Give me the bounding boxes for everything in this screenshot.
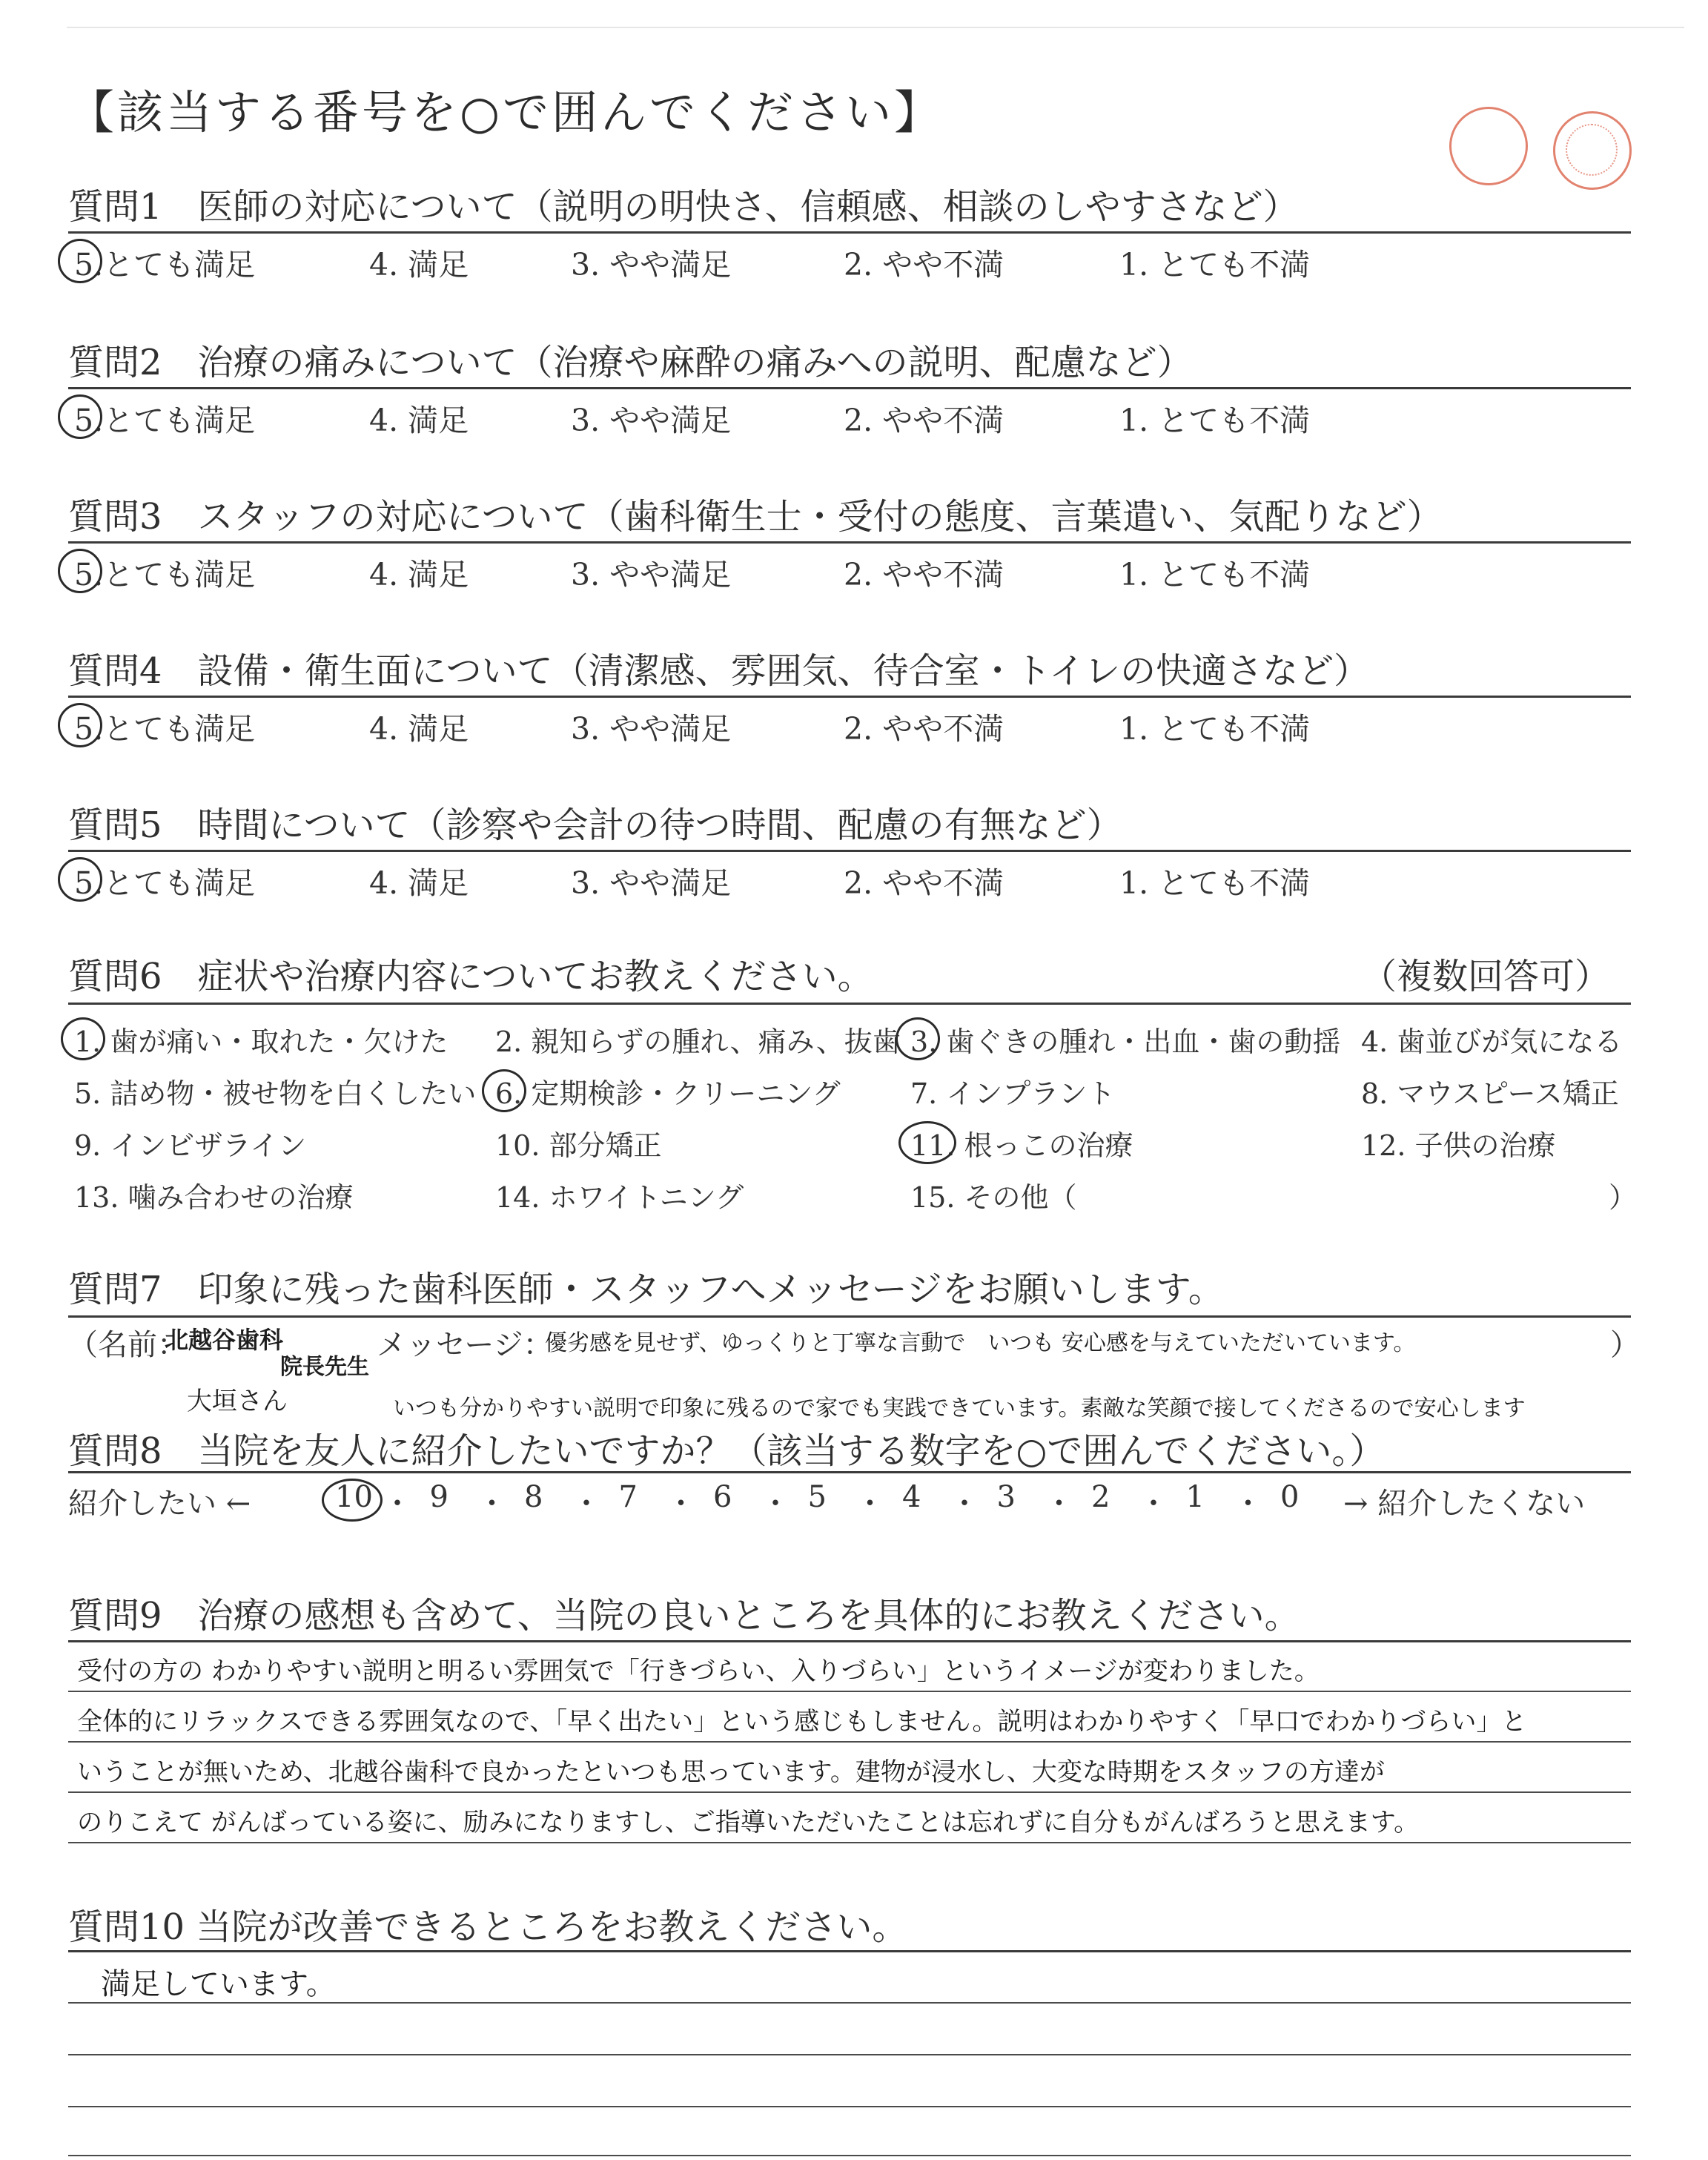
q7-title: 質問7 印象に残った歯科医師・スタッフへメッセージをお願いします。 [68,1269,1224,1310]
q3-option-4[interactable]: 4. 満足 [369,557,469,592]
q4-option-1[interactable]: 1. とても不満 [1119,711,1311,747]
q8-scale-separator: ・ [1139,1487,1168,1521]
q6-option-5[interactable]: 5. 詰め物・被せ物を白くしたい [74,1077,477,1110]
q8-scale-1[interactable]: 1 [1185,1480,1205,1514]
q8-scale-separator: ・ [666,1487,696,1521]
q8-left-label: 紹介したい ← [68,1487,251,1521]
q5-rule [68,850,1631,852]
q2-option-4[interactable]: 4. 満足 [369,403,469,438]
q5-option-1[interactable]: 1. とても不満 [1119,865,1311,901]
q1-option-2[interactable]: 2. やや不満 [844,247,1004,283]
q8-scale-9[interactable]: 9 [429,1480,448,1514]
q6-selected-circle-11 [898,1121,956,1164]
q7-close-paren: ） [1610,1328,1640,1362]
q6-selected-circle-6 [482,1069,526,1112]
q6-option-6[interactable]: 6. 定期検診・クリーニング [495,1077,841,1110]
q4-option-4[interactable]: 4. 満足 [369,711,469,747]
q3-rule [68,541,1631,544]
q4-option-3[interactable]: 3. やや満足 [571,711,732,747]
q8-scale-0[interactable]: 0 [1280,1480,1300,1514]
q6-option-2[interactable]: 2. 親知らずの腫れ、痛み、抜歯 [495,1025,901,1058]
q6-option-7[interactable]: 7. インプラント [910,1077,1116,1110]
q5-option-4[interactable]: 4. 満足 [369,865,469,901]
q8-scale-4[interactable]: 4 [902,1480,921,1514]
q6-option-8[interactable]: 8. マウスピース矯正 [1361,1077,1619,1110]
q8-selected-circle [322,1479,383,1522]
q1-option-4[interactable]: 4. 満足 [369,247,469,283]
q8-scale-separator: ・ [477,1487,507,1521]
q7-handwritten-name: 北越谷歯科 [165,1326,284,1354]
q8-scale-5[interactable]: 5 [807,1480,827,1514]
q3-option-1[interactable]: 1. とても不満 [1119,557,1311,592]
q8-rule [68,1471,1631,1473]
q2-option-2[interactable]: 2. やや不満 [844,403,1004,438]
q1-option-3[interactable]: 3. やや満足 [571,247,732,283]
q9-line-rule [68,1842,1631,1843]
q8-scale-separator: ・ [1233,1487,1263,1521]
q9-line-rule [68,1741,1631,1743]
q3-option-2[interactable]: 2. やや不満 [844,557,1004,592]
q10-line-rule [68,2155,1631,2156]
q6-option-1[interactable]: 1. 歯が痛い・取れた・欠けた [74,1025,448,1058]
q10-line-rule [68,2106,1631,2107]
q1-option-5[interactable]: 5.とても満足 [74,247,256,283]
q5-title: 質問5 時間について（診察や会計の待つ時間、配慮の有無など） [68,805,1122,846]
q6-option-11[interactable]: 11. 根っこの治療 [910,1129,1133,1162]
q8-scale-10[interactable]: 10 [335,1480,373,1514]
q6-option-12[interactable]: 12. 子供の治療 [1361,1129,1556,1162]
q2-option-3[interactable]: 3. やや満足 [571,403,732,438]
q8-scale-7[interactable]: 7 [618,1480,638,1514]
q8-scale-6[interactable]: 6 [713,1480,732,1514]
page-edge [67,27,1684,28]
q7-handwritten-message-2: いつも分かりやすい説明で印象に残るので家でも実践できています。素敵な笑顔で接してくださるので安心します [393,1396,1526,1421]
q10-title: 質問10 当院が改善できるところをお教えください。 [68,1906,908,1948]
q9-line-rule [68,1791,1631,1793]
q6-option-14[interactable]: 14. ホワイトニング [495,1181,744,1214]
q3-option-5[interactable]: 5.とても満足 [74,557,256,592]
q1-title: 質問1 医師の対応について（説明の明快さ、信頼感、相談のしやすさなど） [68,186,1299,228]
q6-option-10[interactable]: 10. 部分矯正 [495,1129,662,1162]
q2-selected-circle [58,394,102,439]
q6-option-9[interactable]: 9. インビザライン [74,1129,307,1162]
q1-selected-circle [58,239,102,283]
q8-scale-separator: ・ [572,1487,601,1521]
q6-other-close-paren: ） [1609,1181,1638,1214]
q8-scale-3[interactable]: 3 [996,1480,1016,1514]
q10-line-rule [68,1950,1631,1952]
q9-line-rule [68,1691,1631,1692]
q4-title: 質問4 設備・衛生面について（清潔感、雰囲気、待合室・トイレの快適さなど） [68,650,1370,692]
q8-title: 質問8 当院を友人に紹介したいですか？（該当する数字を○で囲んでください。） [68,1430,1386,1472]
q2-option-5[interactable]: 5.とても満足 [74,403,256,438]
red-stamp-seal [1553,111,1632,190]
q3-option-3[interactable]: 3. やや満足 [571,557,732,592]
q8-scale-separator: ・ [761,1487,790,1521]
q5-option-2[interactable]: 2. やや不満 [844,865,1004,901]
q6-option-3[interactable]: 3. 歯ぐきの腫れ・出血・歯の動揺 [910,1025,1341,1058]
q6-selected-circle-1 [61,1017,105,1060]
q2-rule [68,387,1631,389]
q5-selected-circle [58,857,102,902]
q9-handwritten-line-2: 全体的にリラックスできる雰囲気なので、「早く出たい」という感じもしません。説明はわかりやすく「早口でわかりづらい」と [77,1707,1527,1737]
q5-option-5[interactable]: 5.とても満足 [74,865,256,901]
q6-rule [68,1003,1631,1005]
q9-title: 質問9 治療の感想も含めて、当院の良いところを具体的にお教えください。 [68,1595,1300,1636]
q10-line-rule [68,2054,1631,2055]
q7-handwritten-name-2: 大垣さん [187,1387,288,1416]
q9-handwritten-line-4: のりこえて がんばっている姿に、励みになりますし、ご指導いただいたことは忘れずに自分もがんばろうと思えます。 [77,1808,1420,1837]
q6-selected-circle-3 [896,1017,940,1060]
q2-option-1[interactable]: 1. とても不満 [1119,403,1311,438]
q8-scale-2[interactable]: 2 [1091,1480,1110,1514]
q10-handwritten-line-1: 満足しています。 [101,1967,336,2001]
q1-option-1[interactable]: 1. とても不満 [1119,247,1311,283]
q7-message-label: メッセージ： [377,1328,553,1362]
q5-option-3[interactable]: 3. やや満足 [571,865,732,901]
q7-handwritten-message: 優劣感を見せず、ゆっくりと丁寧な言動で いつも 安心感を与えていただいています。 [545,1330,1416,1356]
q4-selected-circle [58,703,102,747]
q6-multiple-note: （複数回答可） [1361,956,1611,997]
q4-option-2[interactable]: 2. やや不満 [844,711,1004,747]
q6-title: 質問6 症状や治療内容についてお教えください。 [68,956,873,997]
q9-handwritten-line-1: 受付の方の わかりやすい説明と明るい雰囲気で「行きづらい、入りづらい」というイメージが変わりました。 [77,1657,1320,1686]
form-header: 【該当する番号を○で囲んでください】 [68,85,944,139]
q6-option-15[interactable]: 15. その他（ [910,1181,1077,1214]
q1-rule [68,231,1631,234]
q8-scale-separator: ・ [855,1487,885,1521]
q3-selected-circle [58,549,102,593]
q6-option-13[interactable]: 13. 噛み合わせの治療 [74,1181,354,1214]
q7-handwritten-name-role: 院長先生 [280,1354,369,1380]
q9-handwritten-line-3: いうことが無いため、北越谷歯科で良かったといつも思っています。建物が浸水し、大変な時期をスタッフの方達が [77,1757,1385,1787]
q8-scale-8[interactable]: 8 [524,1480,543,1514]
q2-title: 質問2 治療の痛みについて（治療や麻酔の痛みへの説明、配慮など） [68,342,1193,383]
q8-scale-separator: ・ [1044,1487,1074,1521]
q6-option-4[interactable]: 4. 歯並びが気になる [1361,1025,1623,1058]
q8-scale-separator: ・ [950,1487,979,1521]
red-stamp-seal [1449,107,1528,185]
q9-line-rule [68,1640,1631,1642]
q4-rule [68,696,1631,698]
q7-rule [68,1315,1631,1318]
q4-option-5[interactable]: 5.とても満足 [74,711,256,747]
q8-right-label: → 紹介したくない [1343,1487,1586,1521]
q8-scale-separator: ・ [383,1487,412,1521]
q3-title: 質問3 スタッフの対応について（歯科衛生士・受付の態度、言葉遣い、気配りなど） [68,496,1443,538]
q7-name-label: （名前： [68,1328,187,1362]
